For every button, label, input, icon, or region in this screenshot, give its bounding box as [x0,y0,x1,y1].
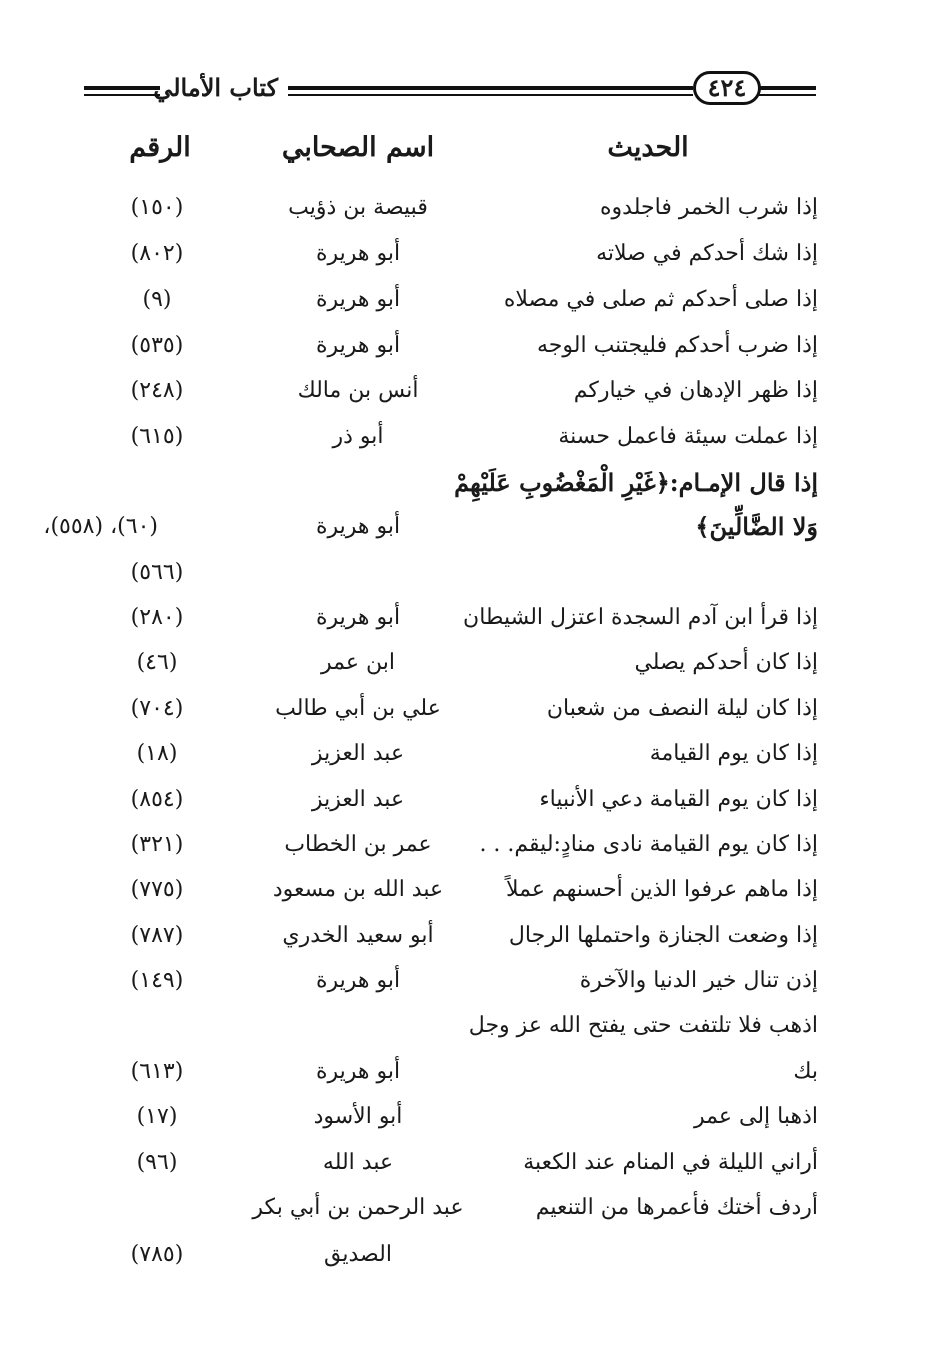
hadith-text: إذا شك أحدكم في صلاته [596,241,818,266]
hadith-text: إذا ضرب أحدكم فليجتنب الوجه [537,333,818,358]
hadith-text: إذا عملت سيئة فاعمل حسنة [558,424,818,449]
hadith-text: إذا قرأ ابن آدم السجدة اعتزل الشيطان [463,605,818,630]
sahabi-name: قبيصة بن ذؤيب [288,195,428,220]
sahabi-name: عبد الرحمن بن أبي بكر [252,1195,464,1220]
hadith-number: (١٧) [136,1104,178,1129]
hadith-text: إذا قال الإمـام:﴿غَيْرِ الْمَغْضُوبِ عَلَيْهِمْ [454,468,818,497]
hadith-text: إذن تنال خير الدنيا والآخرة [579,968,818,993]
sahabi-name: أبو هريرة [315,241,401,266]
sahabi-name: عبد العزيز [311,741,405,766]
sahabi-name: عبد الله [322,1150,394,1175]
sahabi-name: الصديق [324,1242,392,1267]
hadith-text: إذا كان يوم القيامة [649,741,818,766]
header-rule-left-thick [84,86,160,90]
header-rule-right-thick [758,86,816,90]
hadith-text: أردف أختك فأعمرها من التنعيم [535,1195,818,1220]
sahabi-name: أبو هريرة [315,968,401,993]
hadith-number: (٧٨٧) [130,923,184,948]
hadith-text: بك [793,1059,818,1084]
sahabi-name: أنس بن مالك [297,378,419,403]
sahabi-name: عبد الله بن مسعود [272,877,444,902]
hadith-text: إذا كان أحدكم يصلي [634,650,818,675]
hadith-number: (٤٦) [136,650,178,675]
hadith-number: (١٥٠) [130,195,184,220]
hadith-number: (٦٠)، (٥٥٨)، [43,514,158,539]
sahabi-name: أبو ذر [332,424,384,449]
sahabi-name: أبو هريرة [315,333,401,358]
hadith-number: (٥٦٦) [130,560,184,585]
hadith-text: اذهب فلا تلتفت حتى يفتح الله عز وجل [468,1013,818,1038]
hadith-number: (٥٣٥) [130,333,184,358]
hadith-number: (٧٠٤) [130,696,184,721]
hadith-number: (٨٠٢) [130,241,184,266]
header-rule-middle-thin [288,94,693,96]
header-rule-right-thin [758,94,816,96]
hadith-text: إذا ظهر الإدهان في خياركم [573,378,818,403]
sahabi-name: أبو هريرة [315,287,401,312]
hadith-number: (٢٨٠) [130,605,184,630]
hadith-number: (١٤٩) [130,968,184,993]
sahabi-name: ابن عمر [321,650,395,675]
hadith-number: (٢٤٨) [130,378,184,403]
hadith-number: (٧٧٥) [130,877,184,902]
sahabi-name: علي بن أبي طالب [275,696,441,721]
header-rule-middle-thick [288,86,693,90]
hadith-text: إذا كان يوم القيامة دعي الأنبياء [539,787,818,812]
hadith-number: (٦١٣) [130,1059,184,1084]
sahabi-name: أبو هريرة [315,514,401,539]
sahabi-name: عمر بن الخطاب [284,832,432,857]
hadith-number: (٩٦) [136,1150,178,1175]
hadith-text: إذا ماهم عرفوا الذين أحسنهم عملاً [506,877,818,902]
hadith-number: (٦١٥) [130,424,184,449]
sahabi-name: أبو هريرة [315,605,401,630]
sahabi-name: أبو سعيد الخدري [282,923,434,948]
hadith-text: إذا وضعت الجنازة واحتملها الرجال [508,923,818,948]
hadith-text: إذا شرب الخمر فاجلدوه [600,195,818,220]
sahabi-name: عبد العزيز [311,787,405,812]
hadith-number: (٨٥٤) [130,787,184,812]
sahabi-name: أبو الأسود [313,1104,403,1129]
sahabi-name: أبو هريرة [315,1059,401,1084]
book-title: كتاب الأمالي [153,73,278,102]
hadith-number: (٧٨٥) [130,1242,184,1267]
hadith-text: إذا كان يوم القيامة نادى منادٍ:ليقم. . . [479,832,818,857]
hadith-number: (٩) [142,287,172,312]
hadith-number: (١٨) [136,741,178,766]
hadith-text: إذا صلى أحدكم ثم صلى في مصلاه [503,287,818,312]
hadith-number: (٣٢١) [130,832,184,857]
page-number: ٤٢٤ [693,71,761,105]
header-rule-left-thin [84,94,160,96]
hadith-text: وَلا الضَّالِّينَ﴾ [695,512,818,541]
column-header-number: الرقم [129,132,191,163]
column-header-hadith: الحديث [607,132,689,163]
hadith-text: أراني الليلة في المنام عند الكعبة [523,1150,818,1175]
hadith-text: إذا كان ليلة النصف من شعبان [546,696,818,721]
column-header-sahabi: اسم الصحابي [281,132,435,163]
hadith-text: اذهبا إلى عمر [694,1104,818,1129]
